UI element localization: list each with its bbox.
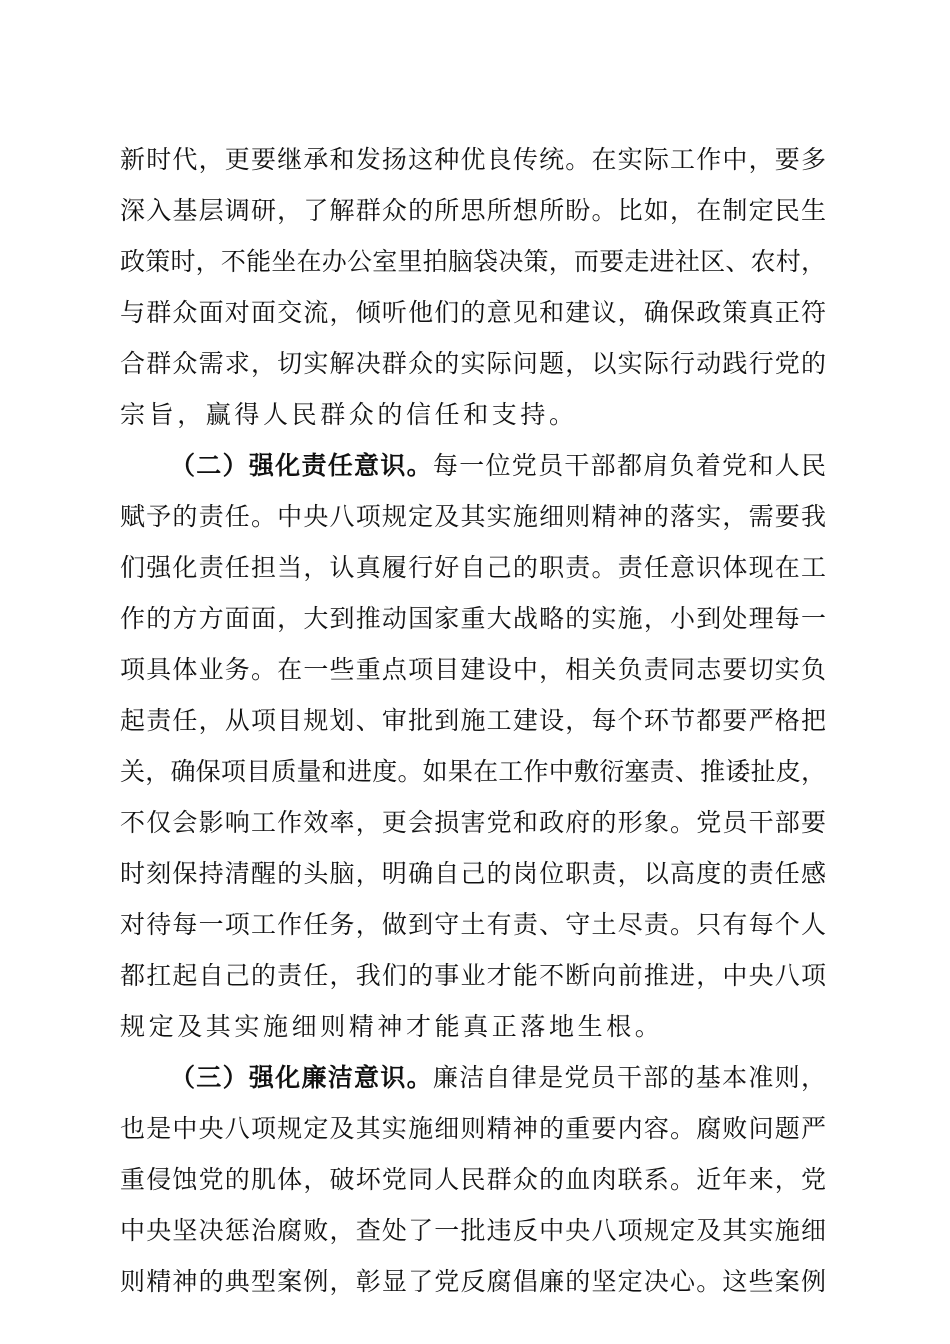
paragraph-line: 们强化责任担当，认真履行好自己的职责。责任意识体现在工 xyxy=(120,553,826,582)
paragraph-line: 新时代，更要继承和发扬这种优良传统。在实际工作中，要多 xyxy=(120,145,826,174)
section-first-line xyxy=(170,1061,826,1095)
paragraph-line: 中央坚决惩治腐败，查处了一批违反中央八项规定及其实施细 xyxy=(120,1216,826,1245)
paragraph-line: 宗旨，赢得人民群众的信任和支持。 xyxy=(120,400,578,429)
section-text: 每一位党员干部都肩负着党和人民 xyxy=(432,451,826,480)
paragraph-line: 不仅会影响工作效率，更会损害党和政府的形象。党员干部要 xyxy=(120,808,826,837)
paragraph-line: 关，确保项目质量和进度。如果在工作中敷衍塞责、推诿扯皮， xyxy=(120,757,826,786)
section-heading: （二）强化责任意识。 xyxy=(170,451,433,480)
paragraph-line: 都扛起自己的责任，我们的事业才能不断向前推进，中央八项 xyxy=(120,961,826,990)
paragraph-line: 深入基层调研，了解群众的所思所想所盼。比如，在制定民生 xyxy=(120,196,826,225)
paragraph-line: 重侵蚀党的肌体，破坏党同人民群众的血肉联系。近年来，党 xyxy=(120,1165,826,1194)
paragraph-line: 赋予的责任。中央八项规定及其实施细则精神的落实，需要我 xyxy=(120,502,826,531)
paragraph-line: 项具体业务。在一些重点项目建设中，相关负责同志要切实负 xyxy=(120,655,826,684)
section-first-line xyxy=(170,449,826,483)
section-text: 廉洁自律是党员干部的基本准则， xyxy=(432,1063,826,1092)
paragraph-line: 则精神的典型案例，彰显了党反腐倡廉的坚定决心。这些案例 xyxy=(120,1267,826,1296)
paragraph-line: 作的方方面面，大到推动国家重大战略的实施，小到处理每一 xyxy=(120,604,826,633)
paragraph-line: 与群众面对面交流，倾听他们的意见和建议，确保政策真正符 xyxy=(120,298,826,327)
paragraph-line: 起责任，从项目规划、审批到施工建设，每个环节都要严格把 xyxy=(120,706,826,735)
paragraph-line: 政策时，不能坐在办公室里拍脑袋决策，而要走进社区、农村， xyxy=(120,247,826,276)
paragraph-line: 也是中央八项规定及其实施细则精神的重要内容。腐败问题严 xyxy=(120,1114,826,1143)
paragraph-line: 规定及其实施细则精神才能真正落地生根。 xyxy=(120,1012,664,1041)
paragraph-line: 合群众需求，切实解决群众的实际问题，以实际行动践行党的 xyxy=(120,349,826,378)
paragraph-line: 时刻保持清醒的头脑，明确自己的岗位职责，以高度的责任感 xyxy=(120,859,826,888)
paragraph-line: 对待每一项工作任务，做到守土有责、守土尽责。只有每个人 xyxy=(120,910,826,939)
section-heading: （三）强化廉洁意识。 xyxy=(170,1063,433,1092)
